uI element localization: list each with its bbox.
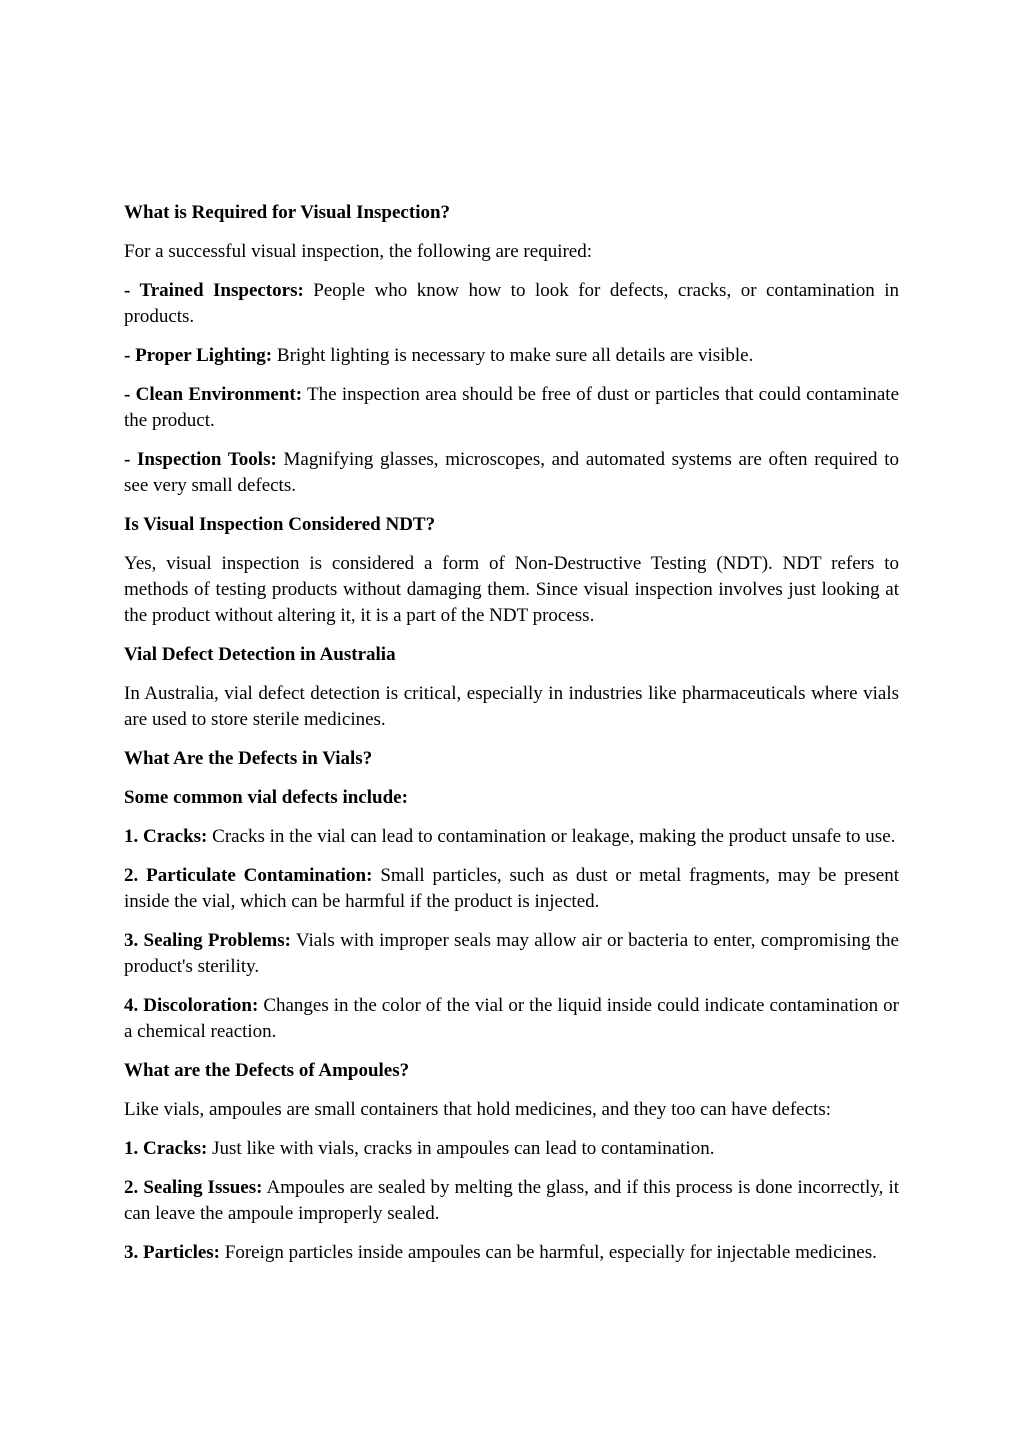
list-item xyxy=(124,928,899,980)
item-text: Bright lighting is necessary to make sure all details are visible. xyxy=(276,345,754,366)
section-intro: For a successful visual inspection, the following are required: xyxy=(124,241,593,262)
item-term: 1. Cracks: xyxy=(124,1138,208,1159)
list-item xyxy=(124,1240,899,1266)
section-paragraph: Yes, visual inspection is considered a form of Non-Destructive Testing (NDT). NDT refers to methods of testing products without damaging them. Since visual inspection involves just looking at the product without altering it, it is a part of the NDT process. xyxy=(124,553,899,626)
item-text: People who know how to look for defects, cracks, or contamination in products. xyxy=(124,280,899,327)
section-heading: What is Required for Visual Inspection? xyxy=(124,202,451,223)
item-text: Vials with improper seals may allow air or bacteria to enter, compromising the product's sterility. xyxy=(124,930,899,977)
item-text: Ampoules are sealed by melting the glass, and if this process is done incorrectly, it can leave the ampoule improperly sealed. xyxy=(124,1177,900,1224)
list-item xyxy=(124,382,899,434)
item-term: 3. Sealing Problems: xyxy=(124,930,291,951)
item-text: The inspection area should be free of dust or particles that could contaminate the product. xyxy=(124,384,899,431)
item-term: 3. Particles: xyxy=(124,1242,221,1263)
list-item xyxy=(124,863,899,915)
list-item xyxy=(124,1175,899,1227)
section-heading: Vial Defect Detection in Australia xyxy=(124,644,396,665)
item-text: Cracks in the vial can lead to contamination or leakage, making the product unsafe to use. xyxy=(212,826,896,847)
section-heading: Is Visual Inspection Considered NDT? xyxy=(124,514,436,535)
list-item xyxy=(124,1136,899,1162)
section-heading: What are the Defects of Ampoules? xyxy=(124,1060,410,1081)
item-term: - Proper Lighting: xyxy=(124,345,273,366)
item-text: Foreign particles inside ampoules can be harmful, especially for injectable medicines. xyxy=(224,1242,877,1263)
list-item xyxy=(124,278,899,330)
item-term: - Trained Inspectors: xyxy=(124,280,304,301)
item-text: Just like with vials, cracks in ampoules can lead to contamination. xyxy=(212,1138,715,1159)
document-page xyxy=(124,200,899,1279)
section-intro: Like vials, ampoules are small containers that hold medicines, and they too can have defects: xyxy=(124,1099,831,1120)
list-item xyxy=(124,824,899,850)
item-term: - Clean Environment: xyxy=(124,384,303,405)
item-term: 1. Cracks: xyxy=(124,826,208,847)
item-text: Changes in the color of the vial or the liquid inside could indicate contamination or a chemical reaction. xyxy=(124,995,900,1042)
item-term: - Inspection Tools: xyxy=(124,449,277,470)
item-term: 4. Discoloration: xyxy=(124,995,259,1016)
section-paragraph: In Australia, vial defect detection is critical, especially in industries like pharmaceuticals where vials are used to store sterile medicines. xyxy=(124,683,899,730)
list-item xyxy=(124,447,899,499)
list-item xyxy=(124,343,899,369)
list-item xyxy=(124,993,899,1045)
item-text: Magnifying glasses, microscopes, and automated systems are often required to see very small defects. xyxy=(124,449,900,496)
item-term: 2. Sealing Issues: xyxy=(124,1177,263,1198)
item-term: 2. Particulate Contamination: xyxy=(124,865,373,886)
section-subheading: Some common vial defects include: xyxy=(124,787,408,808)
item-text: Small particles, such as dust or metal fragments, may be present inside the vial, which can be harmful if the product is injected. xyxy=(124,865,899,912)
section-heading: What Are the Defects in Vials? xyxy=(124,748,373,769)
